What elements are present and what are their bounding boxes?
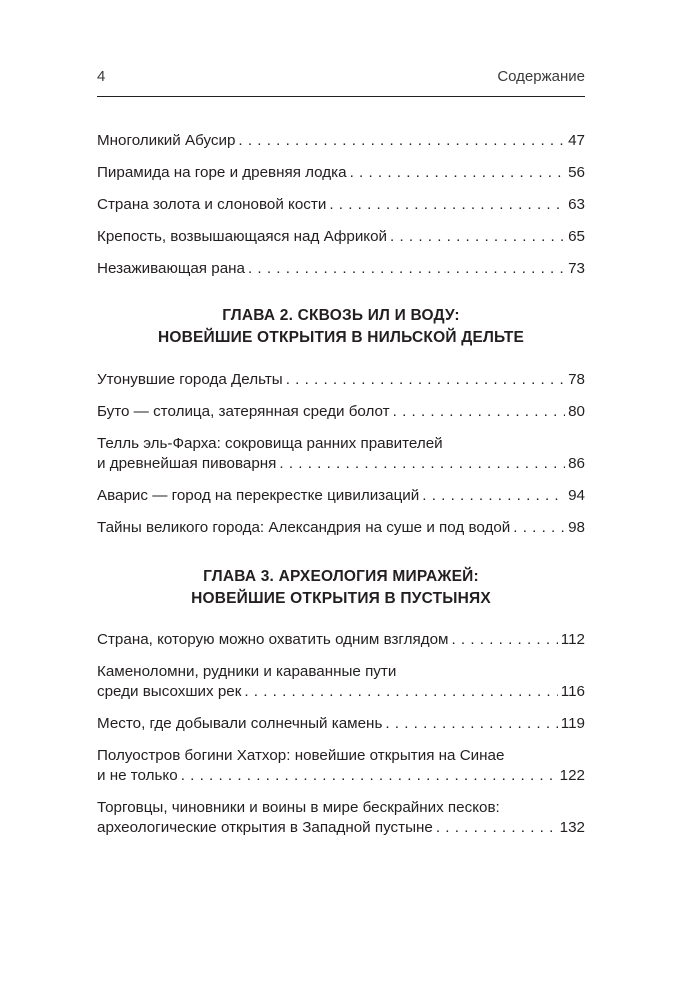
chapter-heading-line: НОВЕЙШИЕ ОТКРЫТИЯ В ПУСТЫНЯХ [191, 590, 491, 607]
dot-leader [279, 454, 565, 474]
toc-entry[interactable] [97, 798, 585, 838]
toc-entry[interactable] [97, 518, 585, 538]
chapter-3-heading [97, 566, 585, 610]
toc-entry[interactable] [97, 370, 585, 390]
entry-title-continued: и не только [97, 767, 178, 784]
entry-title: Торговцы, чиновники и воины в мире бескрайних песков: [97, 799, 500, 816]
dot-leader [393, 402, 565, 422]
toc-entry[interactable] [97, 434, 585, 474]
entry-title-continued: среди высохших рек [97, 683, 242, 700]
dot-leader [513, 518, 565, 538]
toc-entry[interactable] [97, 259, 585, 279]
entry-title: Страна золота и слоновой кости [97, 196, 327, 213]
entry-title: Страна, которую можно охватить одним взглядом [97, 631, 449, 648]
toc-entry[interactable] [97, 714, 585, 734]
header-rule [97, 96, 585, 97]
toc-group-chapter3 [97, 630, 585, 838]
toc-group-chapter2 [97, 370, 585, 538]
entry-page-number: 86 [568, 455, 585, 472]
dot-leader [181, 766, 557, 786]
entry-page-number: 119 [560, 715, 585, 732]
dot-leader [238, 131, 565, 151]
dot-leader [422, 486, 565, 506]
entry-page-number: 98 [568, 519, 585, 536]
entry-title: Буто — столица, затерянная среди болот [97, 403, 390, 420]
entry-page-number: 65 [568, 228, 585, 245]
toc-entry[interactable] [97, 402, 585, 422]
entry-page-number: 80 [568, 403, 585, 420]
entry-title-continued: археологические открытия в Западной пустыне [97, 819, 433, 836]
entry-title: Незаживающая рана [97, 260, 245, 277]
entry-page-number: 132 [559, 819, 585, 836]
entry-title: Крепость, возвышающаяся над Африкой [97, 228, 388, 245]
toc-entry[interactable] [97, 195, 585, 215]
entry-title: Телль эль-Фарха: сокровища ранних правителей [97, 435, 443, 452]
dot-leader [436, 818, 557, 838]
entry-page-number: 56 [568, 164, 585, 181]
dot-leader [385, 714, 557, 734]
chapter-2-heading [97, 305, 585, 349]
dot-leader [244, 682, 557, 702]
entry-title: Многоликий Абусир [97, 132, 236, 149]
dot-leader [248, 259, 565, 279]
chapter-heading-line: ГЛАВА 3. АРХЕОЛОГИЯ МИРАЖЕЙ: [203, 568, 479, 585]
entry-page-number: 47 [568, 132, 585, 149]
entry-title: Полуостров богини Хатхор: новейшие открытия на Синае [97, 747, 505, 764]
entry-title: Тайны великого города: Александрия на суше и под водой [97, 519, 511, 536]
section-title: Содержание [497, 68, 585, 85]
entry-title: Пирамида на горе и древняя лодка [97, 164, 347, 181]
toc-entry[interactable] [97, 486, 585, 506]
toc-entry[interactable] [97, 746, 585, 786]
page-number: 4 [97, 68, 106, 85]
chapter-heading-line: ГЛАВА 2. СКВОЗЬ ИЛ И ВОДУ: [222, 307, 460, 324]
entry-title: Каменоломни, рудники и караванные пути [97, 663, 397, 680]
chapter-heading-line: НОВЕЙШИЕ ОТКРЫТИЯ В НИЛЬСКОЙ ДЕЛЬТЕ [157, 329, 525, 346]
dot-leader [451, 630, 557, 650]
entry-page-number: 112 [560, 631, 585, 648]
entry-title-continued: и древнейшая пивоварня [97, 455, 277, 472]
entry-page-number: 122 [559, 767, 585, 784]
toc-group-chapter1-tail [97, 131, 585, 279]
running-head [97, 68, 585, 88]
toc-entry[interactable] [97, 630, 585, 650]
dot-leader [286, 370, 565, 390]
entry-page-number: 73 [568, 260, 585, 277]
entry-page-number: 63 [568, 196, 585, 213]
toc-entry[interactable] [97, 131, 585, 151]
toc-entry[interactable] [97, 662, 585, 702]
entry-page-number: 94 [568, 487, 585, 504]
dot-leader [350, 163, 566, 183]
entry-page-number: 116 [560, 683, 585, 700]
entry-title: Утонувшие города Дельты [97, 371, 283, 388]
entry-page-number: 78 [568, 371, 585, 388]
dot-leader [390, 227, 565, 247]
entry-title: Аварис — город на перекрестке цивилизаций [97, 487, 420, 504]
entry-title: Место, где добывали солнечный камень [97, 715, 383, 732]
dot-leader [329, 195, 565, 215]
toc-entry[interactable] [97, 163, 585, 183]
toc-entry[interactable] [97, 227, 585, 247]
